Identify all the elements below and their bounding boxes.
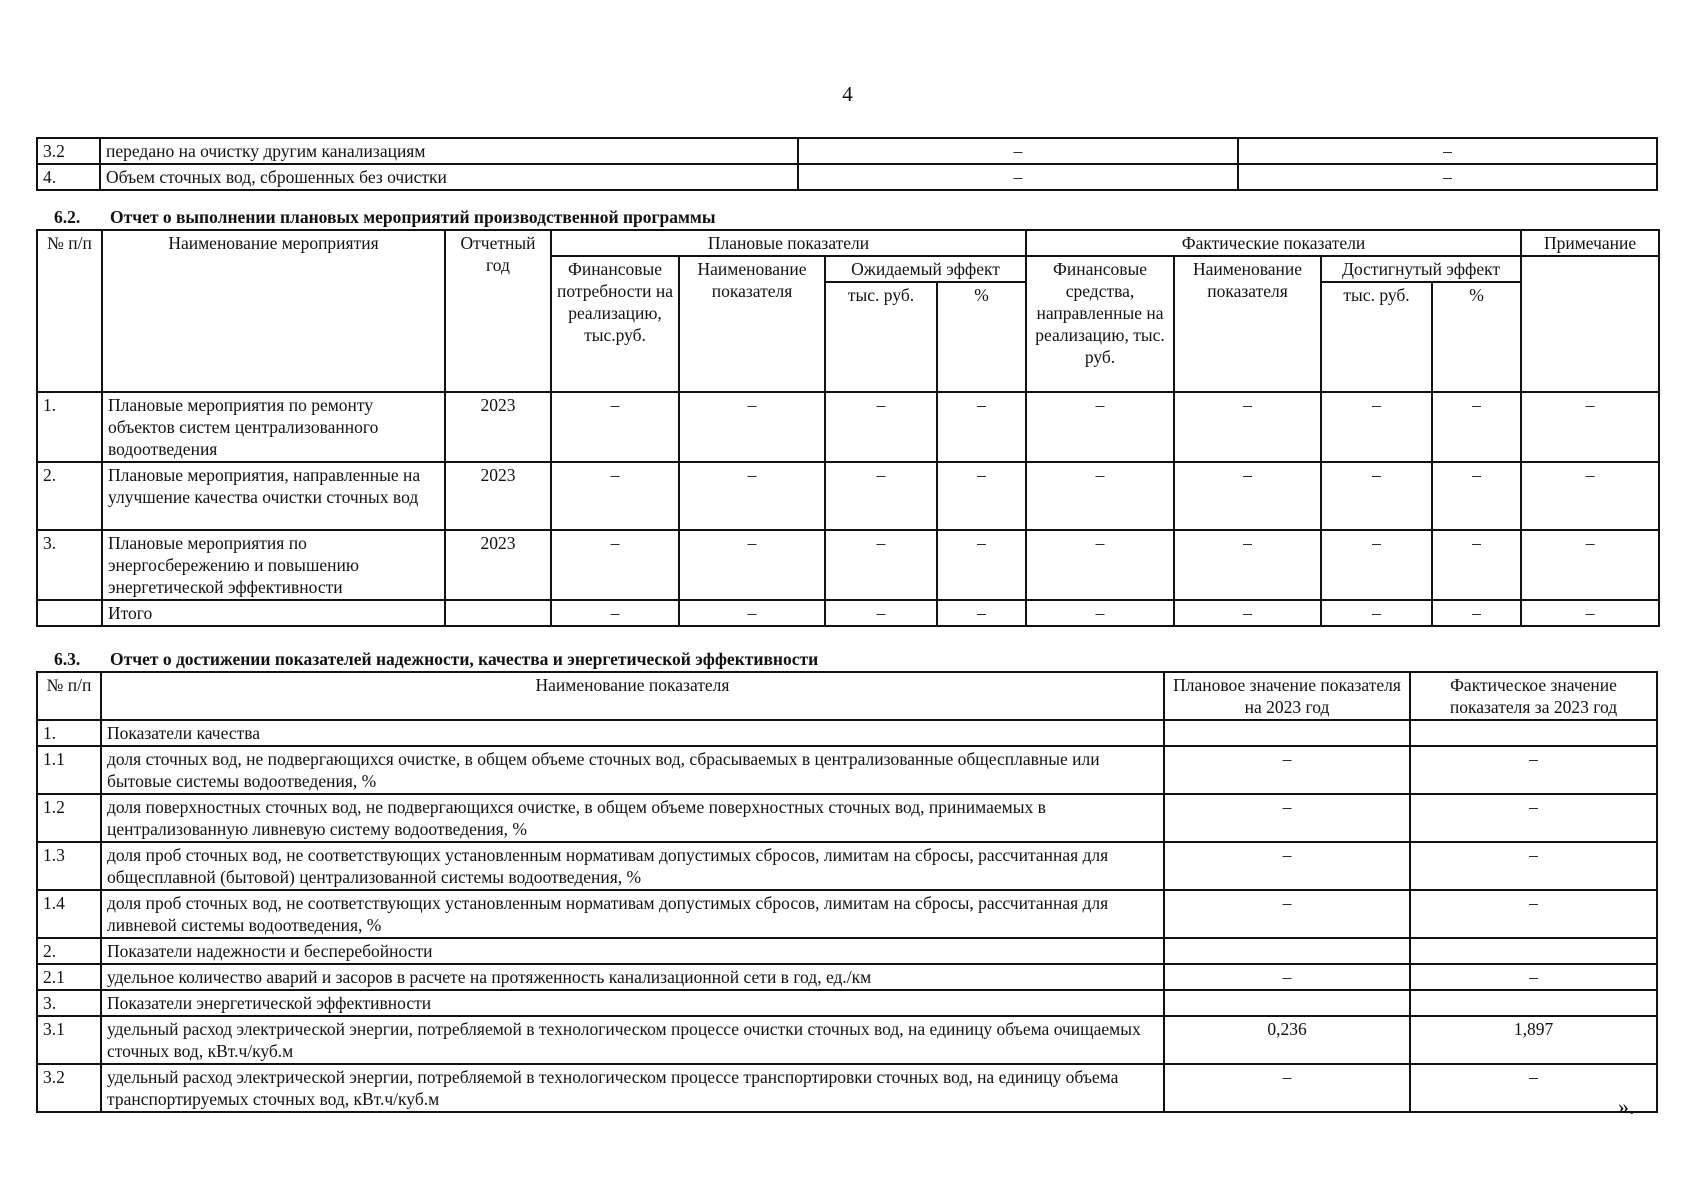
plan-value xyxy=(1164,938,1410,964)
header-note: Примечание xyxy=(1521,230,1659,256)
header-plan-indicator: Наименование показателя xyxy=(679,256,825,392)
row-value: – xyxy=(1174,462,1321,530)
fact-value: 1,897 xyxy=(1410,1016,1657,1064)
table-row xyxy=(37,1064,1657,1112)
row-name: Показатели качества xyxy=(101,720,1164,746)
plan-value: – xyxy=(798,138,1238,164)
row-year: 2023 xyxy=(445,462,551,530)
plan-value: – xyxy=(1164,842,1410,890)
row-name: Плановые мероприятия, направленные на улучшение качества очистки сточных вод xyxy=(102,462,445,530)
row-year xyxy=(445,600,551,626)
row-number: 3.1 xyxy=(37,1016,101,1064)
header-fact-effect: Достигнутый эффект xyxy=(1321,256,1521,282)
table-row xyxy=(37,530,1659,600)
fact-value: – xyxy=(1238,138,1657,164)
row-name: доля сточных вод, не подвергающихся очистке, в общем объеме сточных вод, сбрасываемых в централизованные общесплавные или бытовые системы водоотведения, % xyxy=(101,746,1164,794)
fact-value: – xyxy=(1238,164,1657,190)
row-number: 1.3 xyxy=(37,842,101,890)
header-num: № п/п xyxy=(37,672,101,720)
row-name: доля проб сточных вод, не соответствующих установленным нормативам допустимых сбросов, лимитам на сбросы, рассчитанная для ливневой системы водоотведения, % xyxy=(101,890,1164,938)
fact-value: – xyxy=(1410,1064,1657,1112)
top-table xyxy=(36,137,1658,191)
fact-value: – xyxy=(1410,794,1657,842)
row-number xyxy=(37,600,102,626)
section-6-2-table xyxy=(36,229,1660,627)
section-6-3-title xyxy=(54,649,818,670)
plan-value: – xyxy=(1164,890,1410,938)
row-value: – xyxy=(1432,530,1521,600)
row-number: 1. xyxy=(37,720,101,746)
row-name: доля поверхностных сточных вод, не подвергающихся очистке, в общем объеме поверхностных сточных вод, принимаемых в централизованную ливневую систему водоотведения, % xyxy=(101,794,1164,842)
section-6-2-title xyxy=(54,207,715,228)
row-value: – xyxy=(1321,392,1432,462)
row-name: доля проб сточных вод, не соответствующих установленным нормативам допустимых сбросов, лимитам на сбросы, рассчитанная для общесплавной (бытовой) централизованной системы водоотведения, % xyxy=(101,842,1164,890)
row-value: – xyxy=(1432,600,1521,626)
row-year: 2023 xyxy=(445,392,551,462)
row-name: Показатели надежности и бесперебойности xyxy=(101,938,1164,964)
table-row xyxy=(37,600,1659,626)
row-number: 4. xyxy=(37,164,100,190)
closing-mark: ». xyxy=(1618,1094,1635,1119)
table-row xyxy=(37,938,1657,964)
row-name: удельный расход электрической энергии, потребляемой в технологическом процессе очистки сточных вод, на единицу объема очищаемых сточных вод, кВт.ч/куб.м xyxy=(101,1016,1164,1064)
row-name: Плановые мероприятия по энергосбережению и повышению энергетической эффективности xyxy=(102,530,445,600)
section-number: 6.2. xyxy=(54,207,81,227)
section-6-3-table xyxy=(36,671,1658,1113)
row-value: – xyxy=(1174,530,1321,600)
table-row xyxy=(37,138,1657,164)
fact-value: – xyxy=(1410,964,1657,990)
row-value: – xyxy=(825,600,937,626)
row-value: – xyxy=(679,392,825,462)
plan-value: – xyxy=(1164,746,1410,794)
header-plan-effect: Ожидаемый эффект xyxy=(825,256,1026,282)
row-value: – xyxy=(551,462,679,530)
row-number: 3. xyxy=(37,530,102,600)
row-number: 1.1 xyxy=(37,746,101,794)
row-name: Объем сточных вод, сброшенных без очистки xyxy=(100,164,798,190)
page-number: 4 xyxy=(842,82,853,106)
row-value: – xyxy=(1432,392,1521,462)
row-number: 3.2 xyxy=(37,138,100,164)
row-value: – xyxy=(937,600,1026,626)
table-row xyxy=(37,720,1657,746)
section-number: 6.3. xyxy=(54,649,81,669)
fact-value: – xyxy=(1410,842,1657,890)
row-value: – xyxy=(937,392,1026,462)
table-row xyxy=(37,990,1657,1016)
fact-value xyxy=(1410,720,1657,746)
row-number: 1. xyxy=(37,392,102,462)
row-value: – xyxy=(825,462,937,530)
row-value: – xyxy=(1521,462,1659,530)
row-number: 2. xyxy=(37,462,102,530)
row-value: – xyxy=(1026,600,1174,626)
header-fact-rub: тыс. руб. xyxy=(1321,282,1432,392)
plan-value: – xyxy=(1164,1064,1410,1112)
header-note-blank xyxy=(1521,256,1659,392)
row-name: Показатели энергетической эффективности xyxy=(101,990,1164,1016)
row-value: – xyxy=(1026,462,1174,530)
plan-value: – xyxy=(798,164,1238,190)
fact-value: – xyxy=(1410,746,1657,794)
row-value: – xyxy=(1521,600,1659,626)
table-row xyxy=(37,392,1659,462)
row-name: удельное количество аварий и засоров в расчете на протяженность канализационной сети в год, ед./км xyxy=(101,964,1164,990)
row-value: – xyxy=(551,392,679,462)
row-value: – xyxy=(825,530,937,600)
row-value: – xyxy=(1321,530,1432,600)
header-fact-percent: % xyxy=(1432,282,1521,392)
header-name: Наименование мероприятия xyxy=(102,230,445,392)
table-row xyxy=(37,890,1657,938)
header-plan-group: Плановые показатели xyxy=(551,230,1026,256)
table-row xyxy=(37,842,1657,890)
row-value: – xyxy=(679,462,825,530)
plan-value: – xyxy=(1164,964,1410,990)
row-name: передано на очистку другим канализациям xyxy=(100,138,798,164)
row-value: – xyxy=(1521,530,1659,600)
header-plan-fin: Финансовые потребности на реализацию, тыс.руб. xyxy=(551,256,679,392)
table-row xyxy=(37,1016,1657,1064)
plan-value: 0,236 xyxy=(1164,1016,1410,1064)
header-plan-percent: % xyxy=(937,282,1026,392)
table-row xyxy=(37,462,1659,530)
row-number: 3.2 xyxy=(37,1064,101,1112)
plan-value: – xyxy=(1164,794,1410,842)
row-number: 2.1 xyxy=(37,964,101,990)
table-row xyxy=(37,164,1657,190)
header-fact-group: Фактические показатели xyxy=(1026,230,1521,256)
row-name: Итого xyxy=(102,600,445,626)
row-value: – xyxy=(1432,462,1521,530)
row-value: – xyxy=(825,392,937,462)
table-row xyxy=(37,746,1657,794)
row-value: – xyxy=(937,462,1026,530)
plan-value xyxy=(1164,990,1410,1016)
section-heading: Отчет о достижении показателей надежности, качества и энергетической эффективности xyxy=(110,649,819,669)
header-num: № п/п xyxy=(37,230,102,392)
row-value: – xyxy=(679,530,825,600)
header-name: Наименование показателя xyxy=(101,672,1164,720)
row-name: удельный расход электрической энергии, потребляемой в технологическом процессе транспортировки сточных вод, на единицу объема транспортируемых сточных вод, кВт.ч/куб.м xyxy=(101,1064,1164,1112)
row-value: – xyxy=(551,600,679,626)
row-value: – xyxy=(1321,462,1432,530)
table-row xyxy=(37,794,1657,842)
row-name: Плановые мероприятия по ремонту объектов систем централизованного водоотведения xyxy=(102,392,445,462)
header-fact-fin: Финансовые средства, направленные на реализацию, тыс. руб. xyxy=(1026,256,1174,392)
plan-value xyxy=(1164,720,1410,746)
row-value: – xyxy=(551,530,679,600)
row-number: 2. xyxy=(37,938,101,964)
header-plan: Плановое значение показателя на 2023 год xyxy=(1164,672,1410,720)
row-value: – xyxy=(937,530,1026,600)
row-value: – xyxy=(1174,600,1321,626)
row-value: – xyxy=(1026,392,1174,462)
section-heading: Отчет о выполнении плановых мероприятий производственной программы xyxy=(110,207,716,227)
fact-value xyxy=(1410,938,1657,964)
header-plan-rub: тыс. руб. xyxy=(825,282,937,392)
header-fact-indicator: Наименование показателя xyxy=(1174,256,1321,392)
row-value: – xyxy=(1174,392,1321,462)
row-number: 1.2 xyxy=(37,794,101,842)
header-year: Отчетный год xyxy=(445,230,551,392)
row-value: – xyxy=(1026,530,1174,600)
row-value: – xyxy=(1521,392,1659,462)
row-value: – xyxy=(1321,600,1432,626)
row-number: 3. xyxy=(37,990,101,1016)
row-value: – xyxy=(679,600,825,626)
table-row xyxy=(37,964,1657,990)
row-year: 2023 xyxy=(445,530,551,600)
header-fact: Фактическое значение показателя за 2023 год xyxy=(1410,672,1657,720)
fact-value: – xyxy=(1410,890,1657,938)
fact-value xyxy=(1410,990,1657,1016)
row-number: 1.4 xyxy=(37,890,101,938)
